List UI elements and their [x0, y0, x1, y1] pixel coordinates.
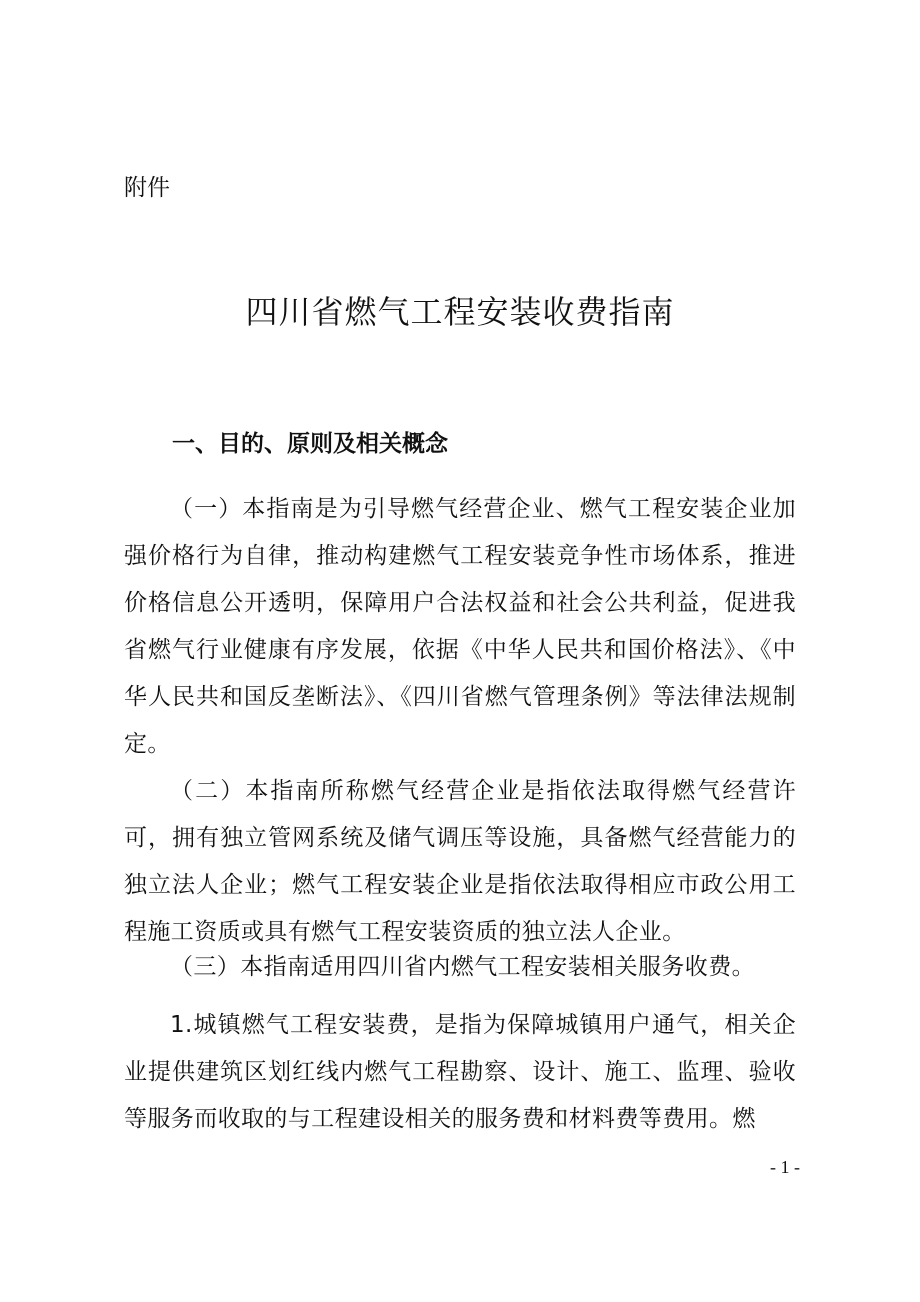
paragraph-purpose: （一）本指南是为引导燃气经营企业、燃气工程安装企业加强价格行为自律，推动构建燃气工程安装竞争性市场体系，推进价格信息公开透明，保障用户合法权益和社会公共利益，促进我省燃气行业健康有序发展，依据《中华人民共和国价格法》、《中华人民共和国反垄断法》、《四川省燃气管理条例》等法律法规制定。: [124, 496, 796, 757]
page-number: - 1 -: [770, 1157, 800, 1177]
paragraph-definitions: （二）本指南所称燃气经营企业是指依法取得燃气经营许可，拥有独立管网系统及储气调压等设施，具备燃气经营能力的独立法人企业；燃气工程安装企业是指依法取得相应市政公用工程施工资质或具有燃气工程安装资质的独立法人企业。: [124, 778, 796, 945]
paragraph-scope: （三）本指南适用四川省内燃气工程安装相关服务收费。: [170, 954, 755, 980]
paragraph-installation-fee: 1.城镇燃气工程安装费，是指为保障城镇用户通气，相关企业提供建筑区划红线内燃气工程勘察、设计、施工、监理、验收等服务而收取的与工程建设相关的服务费和材料费等费用。燃: [124, 1012, 796, 1132]
document-title: 四川省燃气工程安装收费指南: [245, 293, 675, 331]
attachment-label: 附件: [124, 175, 170, 201]
section-heading: 一、目的、原则及相关概念: [172, 431, 448, 457]
